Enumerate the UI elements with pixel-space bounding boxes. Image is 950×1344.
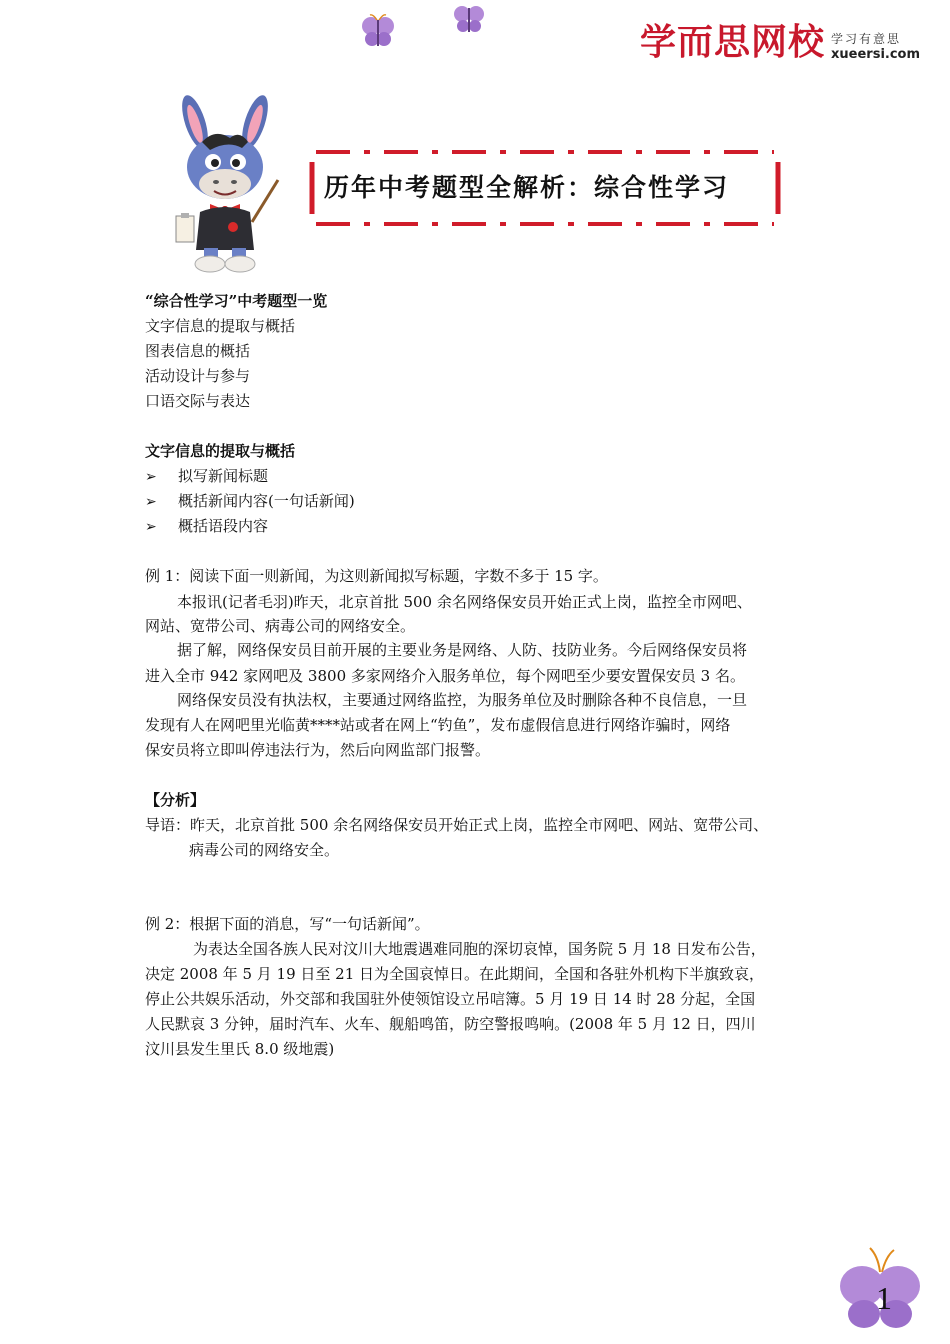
example1-line: 网络保安员没有执法权，主要通过网络监控，为服务单位及时删除各种不良信息，一旦: [177, 691, 748, 709]
example1-line: 网站、宽带公司、病毒公司的网络安全。: [145, 617, 416, 635]
list-item: ➢ 拟写新闻标题: [145, 467, 269, 485]
example1-line: 据了解，网络保安员目前开展的主要业务是网络、人防、技防业务。今后网络保安员将: [177, 641, 748, 659]
overview-item: 口语交际与表达: [145, 392, 251, 410]
example2-line: 决定 2008 年 5 月 19 日至 21 日为全国哀悼日。在此期间，全国和各驻外机构下半旗致哀，: [145, 965, 765, 983]
analysis-line: 导语：昨天，北京首批 500 余名网络保安员开始正式上岗，监控全市网吧、网站、宽带公司、: [145, 816, 769, 834]
example2-line: 停止公共娱乐活动，外交部和我国驻外使领馆设立吊唁簿。5 月 19 日 14 时 28 分起，全国: [145, 990, 756, 1008]
brand-logo: [640, 22, 920, 64]
arrow-bullet-icon: ➢: [145, 519, 157, 535]
example1-line: 发现有人在网吧里光临黄****站或者在网上“钓鱼”，发布虚假信息进行网络诈骗时，网络: [145, 716, 731, 734]
analysis-line: 病毒公司的网络安全。: [189, 841, 340, 859]
butterfly-icon: [452, 2, 486, 36]
arrow-bullet-icon: ➢: [145, 494, 157, 510]
overview-item: 文字信息的提取与概括: [145, 317, 296, 335]
example1-line: 保安员将立即叫停违法行为，然后向网监部门报警。: [145, 741, 491, 759]
brand-name: 学而思网校: [640, 22, 826, 63]
overview-heading: “综合性学习”中考题型一览: [145, 292, 328, 310]
example2-question: 例 2：根据下面的消息，写“一句话新闻”。: [145, 915, 430, 933]
example1-line: 本报讯(记者毛羽)昨天，北京首批 500 余名网络保安员开始正式上岗，监控全市网吧、: [177, 593, 752, 611]
arrow-bullet-icon: ➢: [145, 469, 157, 485]
list-item: ➢ 概括新闻内容(一句话新闻): [145, 492, 355, 510]
list-item: ➢ 概括语段内容: [145, 517, 269, 535]
donkey-mascot-illustration: [170, 92, 280, 274]
example2-line: 人民默哀 3 分钟，届时汽车、火车、舰船鸣笛，防空警报鸣响。(2008 年 5 月 12 日，四川: [145, 1015, 756, 1033]
brand-url: xueersi.com: [831, 47, 921, 62]
section-heading: 文字信息的提取与概括: [145, 442, 296, 460]
overview-item: 活动设计与参与: [145, 367, 251, 385]
overview-item: 图表信息的概括: [145, 342, 251, 360]
analysis-heading: 【分析】: [145, 791, 206, 809]
page-number: 1: [876, 1280, 892, 1316]
page-title: 历年中考题型全解析：综合性学习: [324, 173, 730, 202]
example2-line: 为表达全国各族人民对汶川大地震遇难同胞的深切哀悼，国务院 5 月 18 日发布公告，: [193, 940, 766, 958]
butterfly-icon: [360, 12, 396, 50]
example2-line: 汶川县发生里氏 8.0 级地震): [145, 1040, 335, 1058]
example1-line: 进入全市 942 家网吧及 3800 多家网络介入服务单位，每个网吧至少要安置保安员 3 名。: [145, 667, 745, 685]
brand-slogan: 学习有意思: [831, 32, 902, 46]
example1-question: 例 1：阅读下面一则新闻，为这则新闻拟写标题，字数不多于 15 字。: [145, 567, 608, 585]
